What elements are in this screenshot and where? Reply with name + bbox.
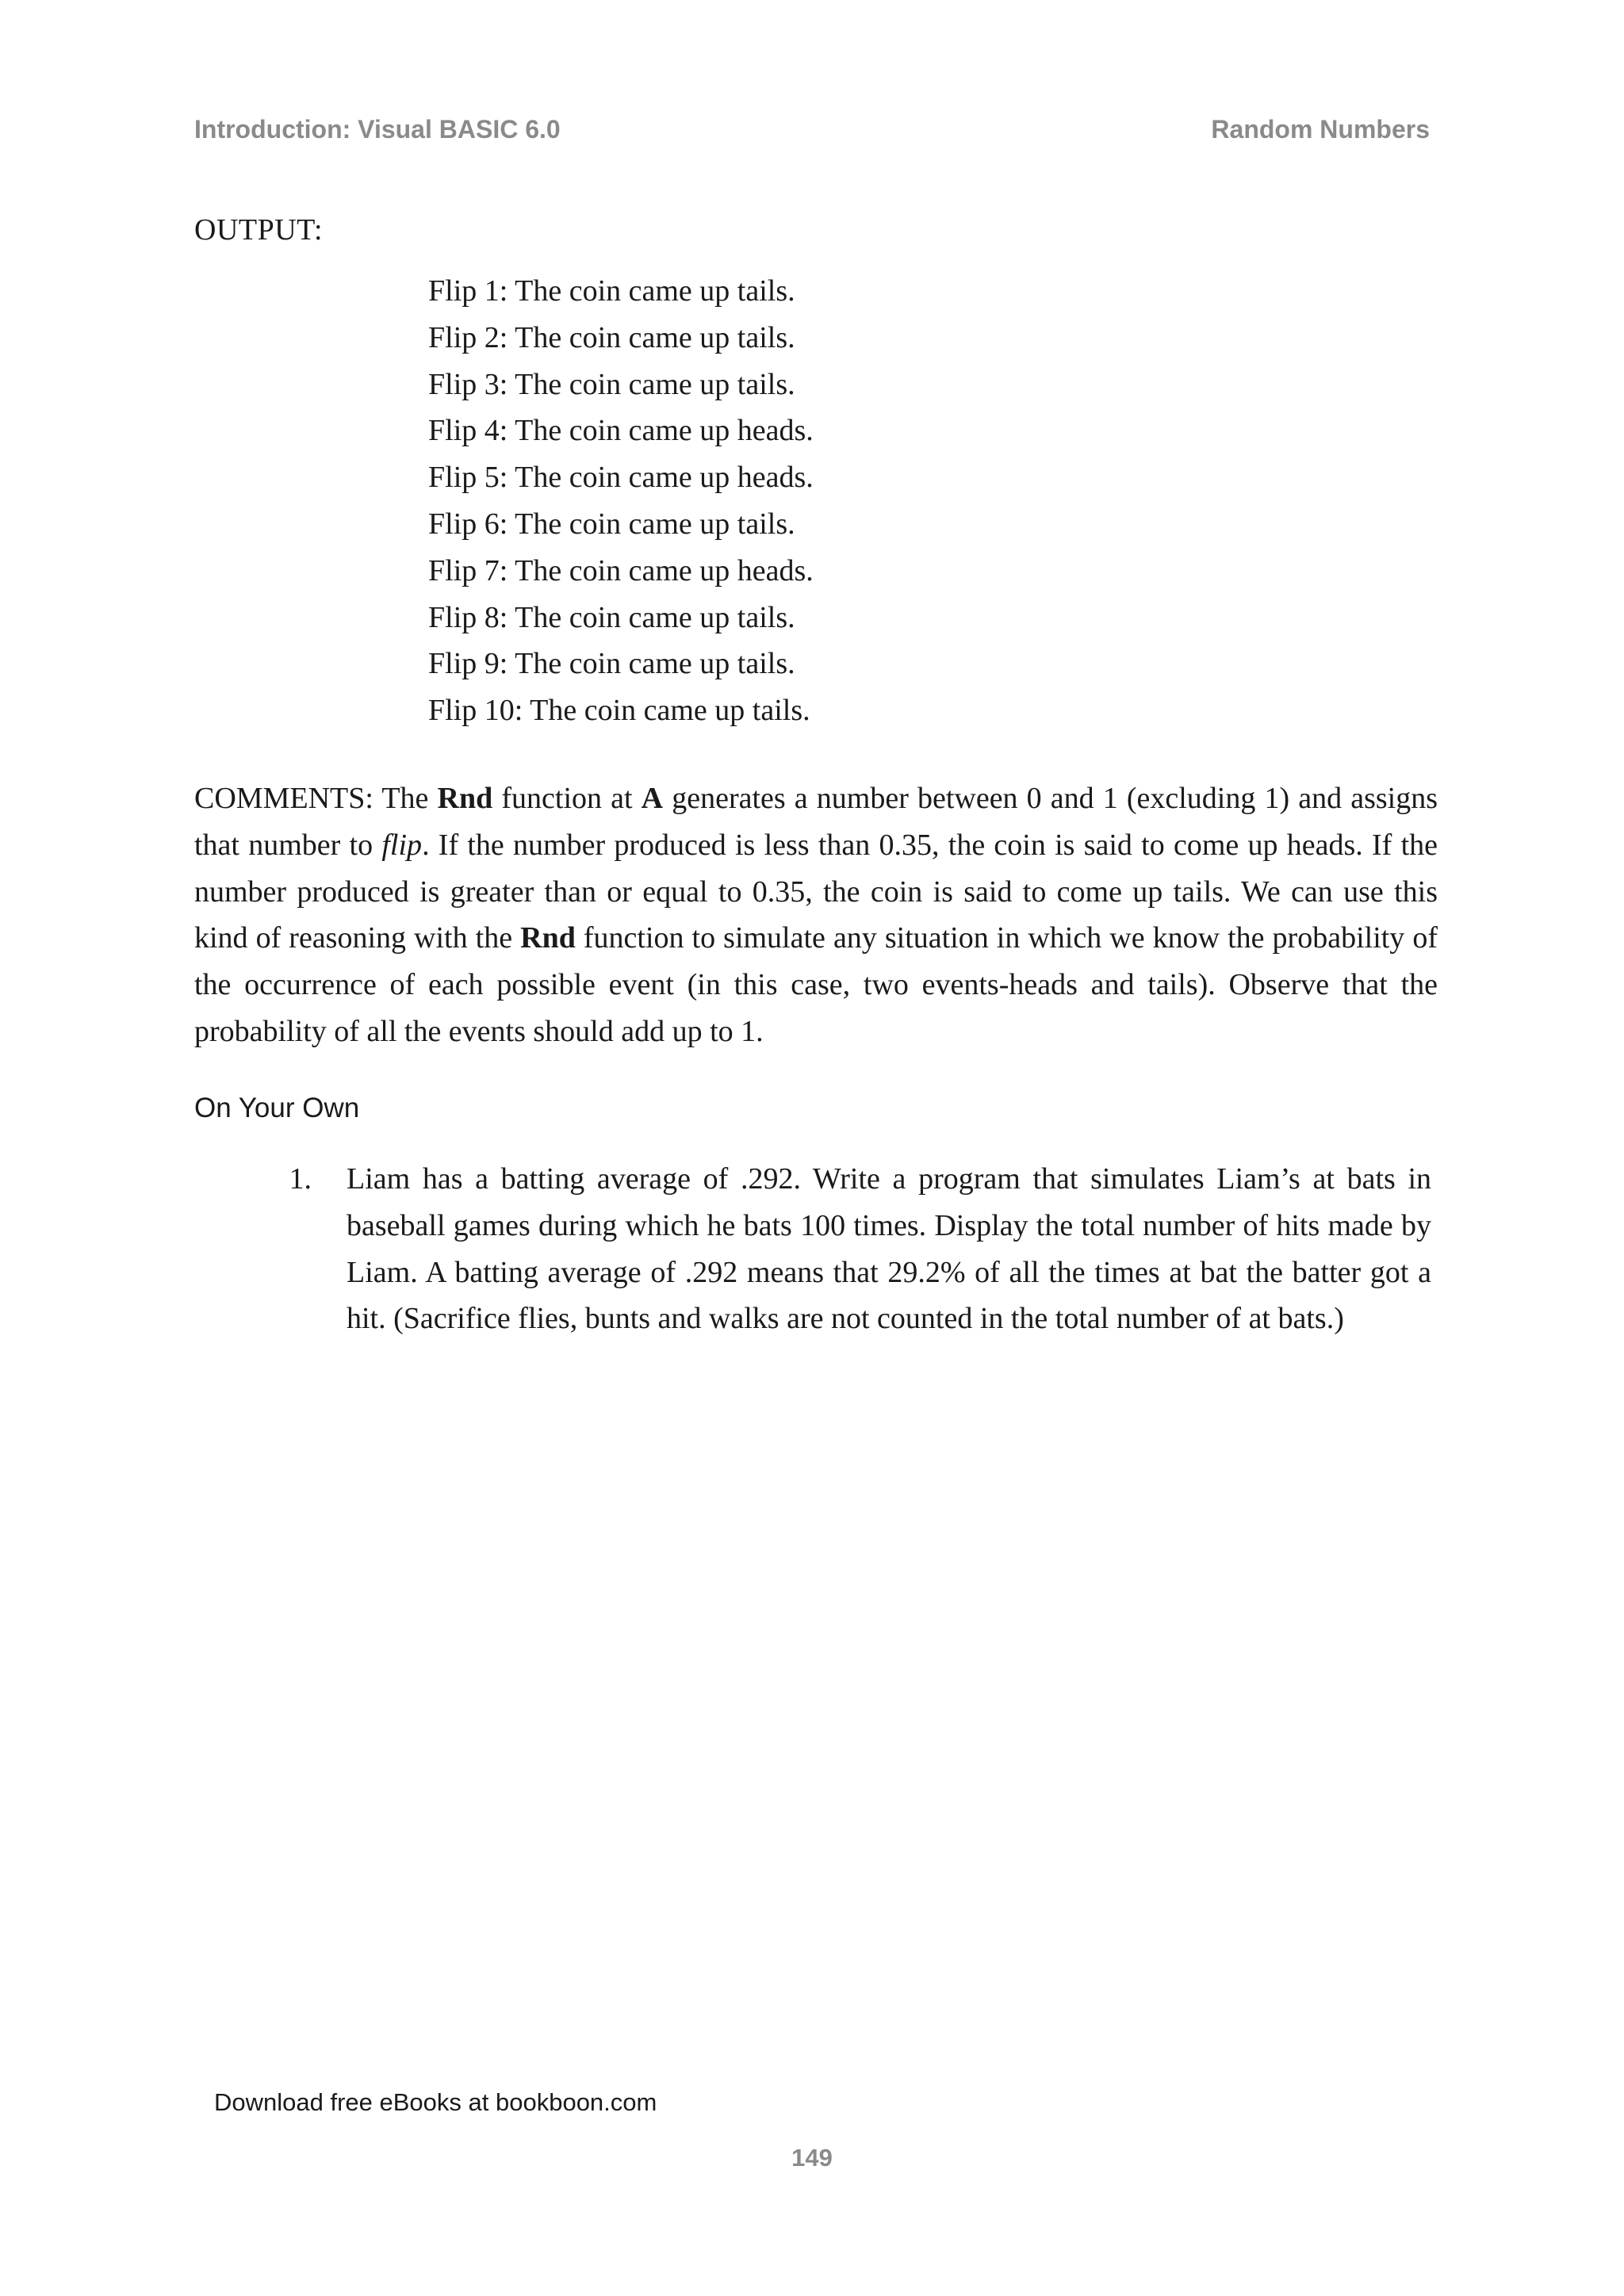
header-chapter-title: Random Numbers [1211,115,1430,144]
exercise-item [274,1156,1439,1342]
output-lines [428,268,814,734]
output-line: Flip 10: The coin came up tails. [428,694,810,728]
comments-text: function at [492,782,642,815]
comments-text: . If the number produced is less than 0.35, the coin is said to come up heads. If the number produced is greater than or equal to 0.35, the coin is said to come up tails. We can use this kind of reasoning with the [194,828,1438,955]
header-book-title: Introduction: Visual BASIC 6.0 [194,115,561,144]
exercise-number: 1. [289,1162,312,1196]
marker-a: A [641,782,664,815]
rnd-keyword: Rnd [437,782,493,815]
output-line: Flip 1: The coin came up tails. [428,274,795,308]
output-line: Flip 9: The coin came up tails. [428,647,795,681]
download-note[interactable]: Download free eBooks at bookboon.com [214,2088,657,2116]
output-line: Flip 5: The coin came up heads. [428,461,814,495]
variable-flip: flip [381,828,423,862]
page-number: 149 [791,2144,833,2172]
output-line: Flip 3: The coin came up tails. [428,367,795,401]
section-heading: On Your Own [194,1093,360,1123]
rnd-keyword: Rnd [520,921,576,955]
output-line: Flip 6: The coin came up tails. [428,507,795,541]
output-line: Flip 4: The coin came up heads. [428,414,814,448]
running-header [194,115,1430,155]
comments-paragraph [194,775,1438,1055]
output-line: Flip 8: The coin came up tails. [428,600,795,634]
comments-text: function to simulate any situation in which we know the probability of the occurrence of each possible event (in this case, two events-heads and tails). Observe that the probability of all the events should add up to 1. [194,921,1438,1048]
comments-text: generates a number between 0 and 1 (excluding 1) and assigns that number to [194,782,1438,862]
output-line: Flip 7: The coin came up heads. [428,553,814,587]
exercise-text: Liam has a batting average of .292. Write a program that simulates Liam’s at bats in baseball games during which he bats 100 times. Display the total number of hits made by Liam. A batting average of .292 means that 29.2% of all the times at bat the batter got a hit. (Sacrifice flies, bunts and walks are not counted in the total number of at bats.) [347,1162,1431,1336]
output-label: OUTPUT: [194,213,324,247]
comments-text: COMMENTS: The [194,782,438,815]
output-line: Flip 2: The coin came up tails. [428,320,795,354]
